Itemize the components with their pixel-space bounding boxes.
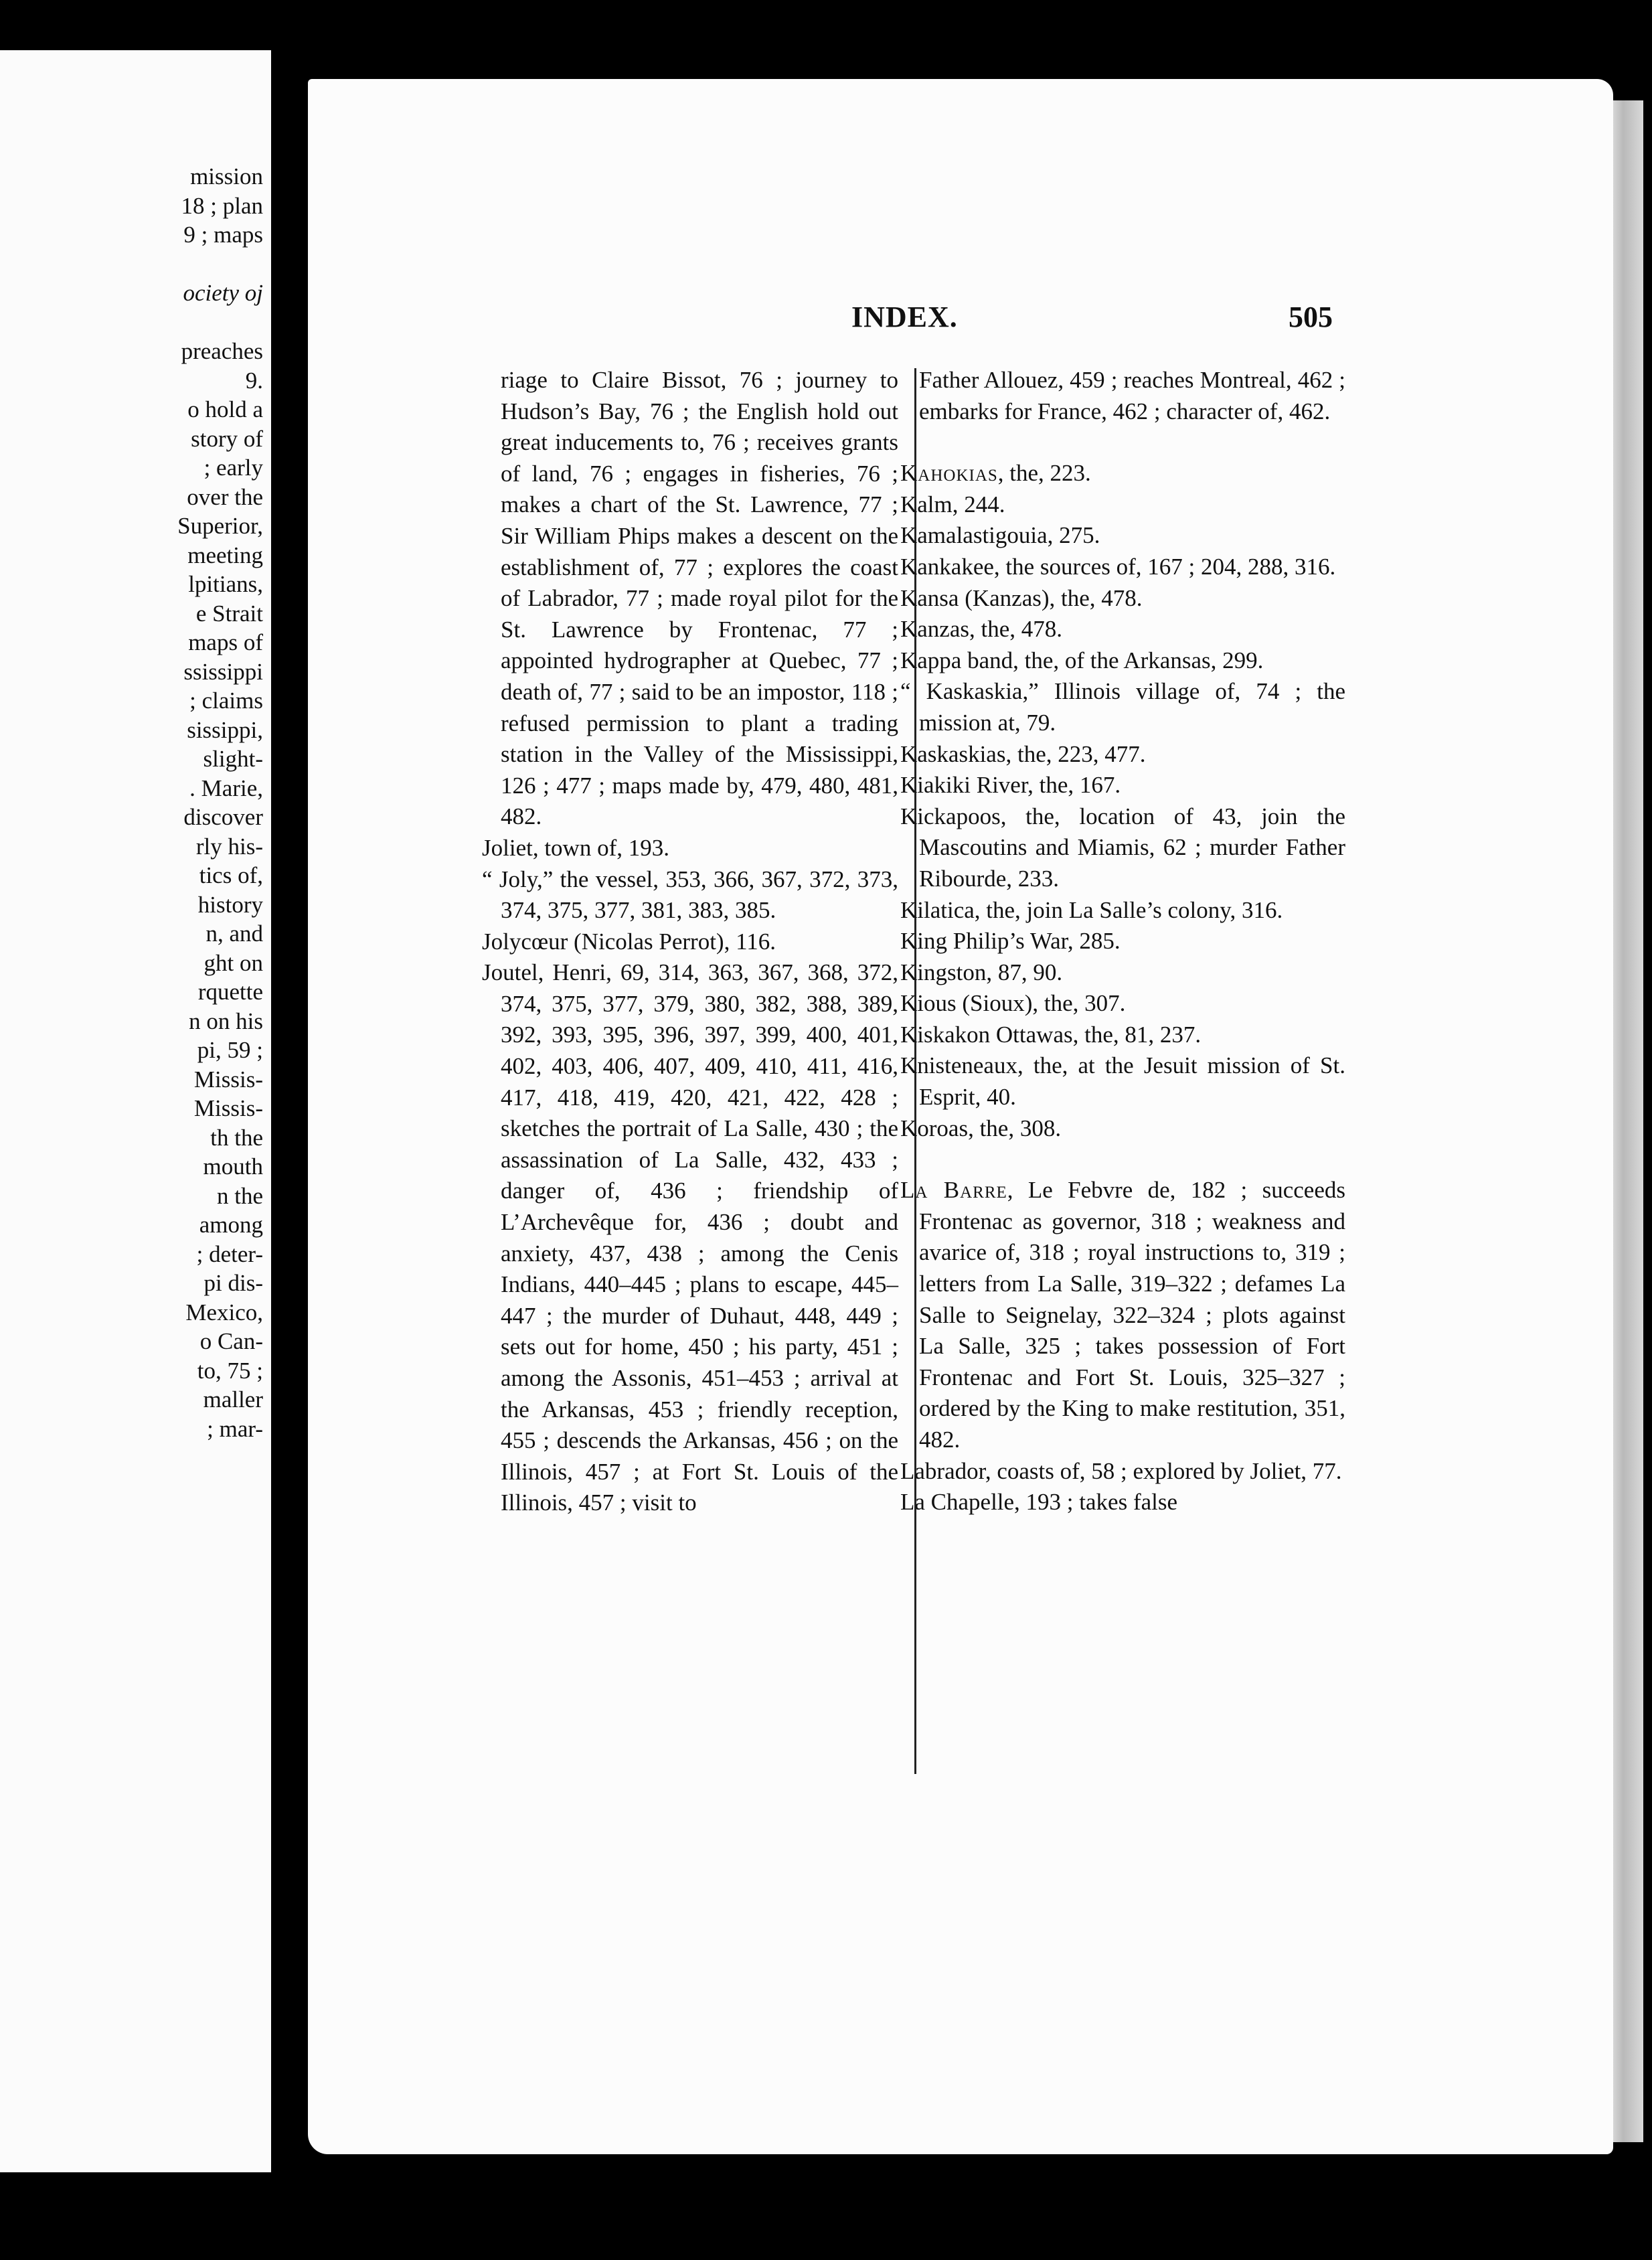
left-page-fragment-line: story of: [191, 425, 263, 452]
index-entry: [482, 864, 898, 926]
index-entry: [900, 1113, 1345, 1145]
index-entry: [900, 1487, 1345, 1518]
index-entry-text: “ Kaskaskia,” Illinois village of, 74 ; the mission at, 79.: [900, 678, 1345, 736]
index-entry: [900, 1175, 1345, 1455]
left-page-fragment-line: n the: [216, 1182, 263, 1209]
left-page-fragment-line: 9.: [245, 367, 263, 394]
running-head: INDEX.: [851, 301, 958, 333]
left-page-fragment: [0, 50, 271, 2172]
index-entry-text: Kiskakon Ottawas, the, 81, 237.: [900, 1021, 1202, 1048]
index-entry: [900, 520, 1345, 552]
index-entry-text: Labrador, coasts of, 58 ; explored by Joliet, 77.: [900, 1457, 1342, 1484]
index-entry: [900, 552, 1345, 583]
left-page-fragment-line: tics of,: [199, 862, 263, 888]
index-entry: [900, 1050, 1345, 1113]
index-entry-text: “ Joly,” the vessel, 353, 366, 367, 372, 373, 374, 375, 377, 381, 383, 385.: [482, 866, 898, 924]
left-page-fragment-line: o hold a: [187, 396, 263, 422]
index-entry: [900, 1456, 1345, 1487]
left-page-fragment-line: among: [199, 1212, 263, 1238]
left-page-fragment-line: Missis-: [193, 1066, 263, 1093]
left-page-fragment-line: to, 75 ;: [197, 1357, 263, 1384]
left-page-fragment-line: discover: [183, 804, 263, 830]
left-page-fragment-line: slight-: [203, 746, 263, 772]
index-entry: [900, 801, 1345, 895]
left-page-fragment-line: history: [197, 891, 263, 918]
index-entry-text: Kamalastigouia, 275.: [900, 522, 1100, 549]
left-page-fragment-line: 9 ; maps: [183, 222, 263, 248]
index-entry: [900, 583, 1345, 615]
index-entry-text: Kankakee, the sources of, 167 ; 204, 288, 316.: [900, 553, 1336, 580]
left-page-fragment-line: n, and: [205, 920, 263, 947]
index-entry-text: , Le Febvre de, 182 ; succeeds Frontenac as governor, 318 ; weakness and avarice of, 318 ; royal instructions to, 319 ; letters from La Salle, 319–322 ; defames La Salle to Seignelay, 322–324 ; plots against La Salle, 325 ; takes possession of Fort Frontenac and Fort St. Louis, 325–327 ; ordered by the King to make restitution, 351, 482.: [919, 1177, 1345, 1453]
index-entry-text: Kilatica, the, join La Salle’s colony, 316.: [900, 896, 1283, 923]
index-entry-text: Kingston, 87, 90.: [900, 959, 1063, 985]
left-page-fragment-line: o Can-: [199, 1328, 263, 1354]
index-entry-text: Kalm, 244.: [900, 491, 1005, 517]
index-entry-text: Father Allouez, 459 ; reaches Montreal, 462 ; embarks for France, 462 ; character of, 462.: [919, 367, 1345, 424]
left-page-fragment-line: th the: [210, 1124, 263, 1151]
index-entry-text: King Philip’s War, 285.: [900, 928, 1121, 955]
left-page-fragment-line: ssissippi: [183, 658, 263, 685]
left-page-fragment-line: Mexico,: [185, 1299, 263, 1325]
left-page-fragment-line: e Strait: [195, 600, 263, 627]
index-entry: [900, 458, 1345, 489]
left-page-fragment-line: over the: [187, 483, 263, 510]
left-page-fragment-line: rly his-: [195, 833, 263, 860]
left-page-fragment-line: maps of: [188, 629, 263, 655]
left-page-fragment-line: . Marie,: [189, 775, 263, 801]
left-page-fragment-line: sissippi,: [187, 716, 263, 743]
left-page-fragment-line: Superior,: [177, 513, 263, 539]
left-page-fragment-line: ; early: [203, 455, 263, 481]
index-entry-text: Joutel, Henri, 69, 314, 363, 367, 368, 372, 374, 375, 377, 379, 380, 382, 388, 389, 392, 393, 395, 396, 397, 399, 400, 401, 402, 403, 406, 407, 409, 410, 411, 416, 417, 418, 419, 420, 421, 422, 428 ; sketches the portrait of La Salle, 430 ; the assassination of La Salle, 432, 433 ; danger of, 436 ; friendship of L’Archevêque for, 436 ; doubt and anxiety, 437, 438 ; among the Cenis Indians, 440–445 ; plans to escape, 445–447 ; the murder of Duhaut, 448, 449 ; sets out for home, 450 ; his party, 451 ; among the Assonis, 451–453 ; arrival at the Arkansas, 453 ; friendly reception, 455 ; descends the Arkansas, 456 ; on the Illinois, 457 ; at Fort St. Louis of the Illinois, 457 ; visit to: [482, 959, 898, 1516]
left-page-fragment-line: pi dis-: [203, 1270, 263, 1296]
left-page-fragment-line: mouth: [203, 1153, 263, 1180]
index-entry-text: Joliet, town of, 193.: [482, 834, 669, 861]
index-entry-text: Koroas, the, 308.: [900, 1115, 1062, 1141]
left-page-fragment-line: rquette: [197, 979, 263, 1005]
index-entry: [900, 957, 1345, 989]
index-entry-text: Jolycœur (Nicolas Perrot), 116.: [482, 928, 776, 955]
index-entry: [482, 957, 898, 1519]
left-page-fragment-line: meeting: [187, 542, 263, 568]
left-page-fragment-line: pi, 59 ;: [197, 1037, 263, 1063]
left-page-fragment-line: 18 ; plan: [181, 192, 263, 219]
index-entry-heading: La Barre: [900, 1177, 1007, 1204]
left-page-fragment-line: preaches: [181, 338, 263, 364]
left-page-fragment-line: lpitians,: [188, 571, 263, 597]
index-entry-text: La Chapelle, 193 ; takes false: [900, 1489, 1178, 1516]
index-entry: [900, 739, 1345, 771]
index-entry-text: Kanzas, the, 478.: [900, 616, 1063, 643]
index-entry: [482, 365, 898, 833]
left-page-fragment-line: ; claims: [189, 688, 263, 714]
index-entry-text: Kickapoos, the, location of 43, join the Mascoutins and Miamis, 62 ; murder Father Ribourde, 233.: [900, 803, 1345, 892]
index-entry-text: Knisteneaux, the, at the Jesuit mission of St. Esprit, 40.: [900, 1052, 1345, 1111]
left-page-fragment-line: mission: [190, 163, 263, 189]
index-entry: [900, 365, 1345, 427]
index-entry-text: Kansa (Kanzas), the, 478.: [900, 584, 1143, 611]
index-entry-text: Kious (Sioux), the, 307.: [900, 990, 1126, 1017]
index-entry: [482, 926, 898, 958]
index-column-right: [900, 365, 1345, 1518]
index-entry-text: , the, 223.: [997, 460, 1091, 487]
index-entry-text: Kiakiki River, the, 167.: [900, 772, 1121, 799]
index-entry: [482, 833, 898, 864]
left-page-fragment-line: n on his: [189, 1007, 263, 1034]
left-page-fragment-line: Missis-: [193, 1095, 263, 1121]
index-entry: [900, 988, 1345, 1020]
index-entry-text: Kappa band, the, of the Arkansas, 299.: [900, 647, 1264, 673]
index-entry: [900, 676, 1345, 738]
index-column-left: [482, 365, 898, 1519]
index-entry: [900, 895, 1345, 926]
index-entry: [900, 926, 1345, 957]
index-entry: [900, 489, 1345, 521]
index-entry: [900, 1020, 1345, 1051]
left-page-fragment-line: maller: [203, 1386, 263, 1412]
index-entry: [900, 645, 1345, 677]
index-entry-heading: Kahokias: [900, 460, 998, 487]
left-page-fragment-line: ; deter-: [196, 1240, 263, 1267]
left-page-fragment-line: ; mar-: [207, 1415, 263, 1442]
left-page-fragment-line: ght on: [203, 949, 263, 976]
left-page-fragment-line: ociety oj: [183, 280, 263, 306]
index-entry: [900, 614, 1345, 645]
page-number: 505: [1289, 301, 1333, 333]
index-entry: [900, 770, 1345, 801]
index-entry-text: Kaskaskias, the, 223, 477.: [900, 740, 1146, 767]
index-entry-text: riage to Claire Bissot, 76 ; journey to Hudson’s Bay, 76 ; the English hold out great inducements to, 76 ; receives grants of land, 76 ; engages in fisheries, 76 ; makes a chart of the St. Lawrence, 77 ; Sir William Phips makes a descent on the establishment of, 77 ; explores the coast of Labrador, 77 ; made royal pilot for the St. Lawrence by Frontenac, 77 ; appointed hydrographer at Quebec, 77 ; death of, 77 ; said to be an impostor, 118 ; refused permission to plant a trading station in the Valley of the Mississippi, 126 ; 477 ; maps made by, 479, 480, 481, 482.: [501, 367, 898, 830]
